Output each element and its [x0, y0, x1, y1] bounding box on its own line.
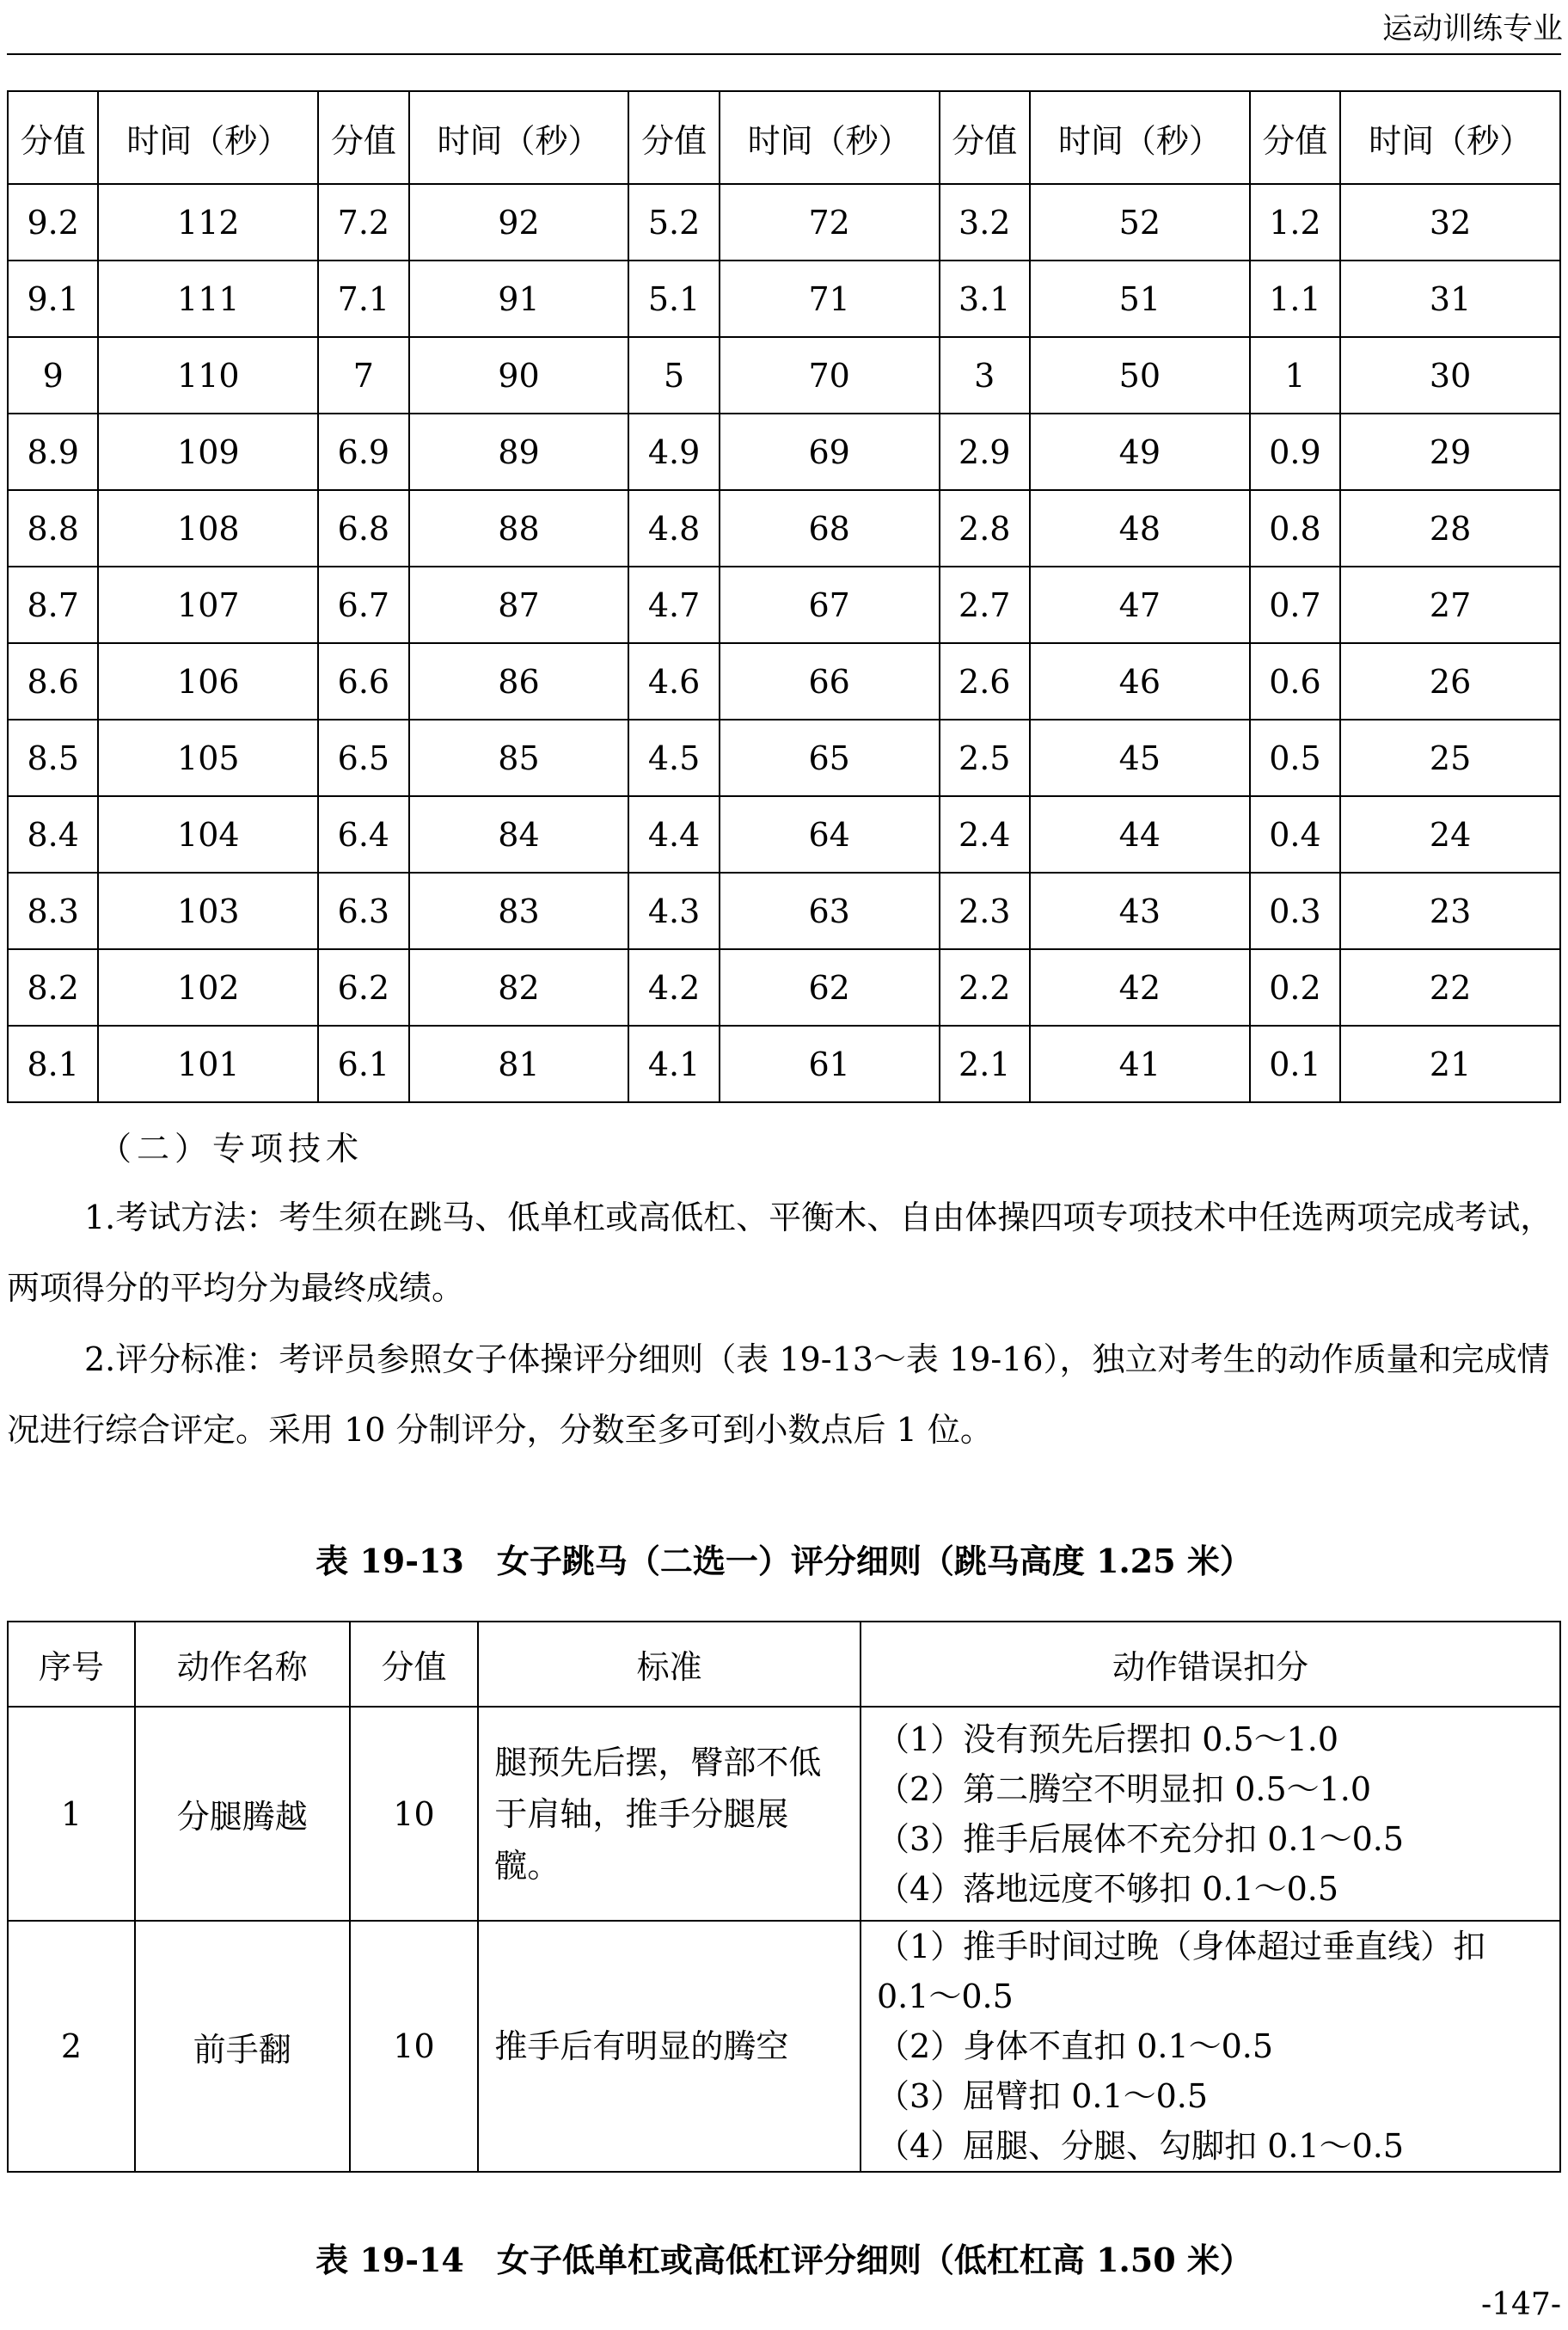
time-seconds-cell: 111 — [98, 261, 318, 337]
score-table — [7, 90, 1561, 1103]
time-seconds-cell: 103 — [98, 873, 318, 949]
score-value-cell: 4.2 — [628, 949, 719, 1026]
time-seconds-cell: 92 — [409, 184, 629, 261]
time-seconds-cell: 84 — [409, 796, 629, 873]
time-seconds-cell: 110 — [98, 337, 318, 414]
score-value-cell: 0.7 — [1250, 567, 1340, 643]
header-cell: 时间（秒） — [98, 91, 318, 184]
time-seconds-cell: 29 — [1340, 414, 1560, 490]
time-seconds-cell: 48 — [1030, 490, 1250, 567]
time-seconds-cell: 25 — [1340, 720, 1560, 796]
score-value-cell: 2.1 — [940, 1026, 1030, 1102]
score-value-cell: 2.8 — [940, 490, 1030, 567]
time-seconds-cell: 65 — [720, 720, 940, 796]
time-seconds-cell: 27 — [1340, 567, 1560, 643]
score-value-cell: 6.4 — [318, 796, 408, 873]
score-value-cell: 9.2 — [8, 184, 98, 261]
time-seconds-cell: 108 — [98, 490, 318, 567]
score-value-cell: 2.7 — [940, 567, 1030, 643]
page-number: -147- — [1480, 2287, 1561, 2322]
score-value-cell: 8.7 — [8, 567, 98, 643]
score-value-cell: 6.6 — [318, 643, 408, 720]
vault-table-header-row — [8, 1622, 1560, 1707]
score-value-cell: 6.1 — [318, 1026, 408, 1102]
score-value-cell: 8.2 — [8, 949, 98, 1026]
time-seconds-cell: 90 — [409, 337, 629, 414]
score-value-cell: 7.1 — [318, 261, 408, 337]
table-row — [8, 1921, 1560, 2172]
exam-method-paragraph: 1.考试方法：考生须在跳马、低单杠或高低杠、平衡木、自由体操四项专项技术中任选两项完成考试，两项得分的平均分为最终成绩。 — [7, 1199, 1553, 1307]
deduction-item: （3）推手后展体不充分扣 0.1～0.5 — [876, 1819, 1405, 1858]
time-seconds-cell: 46 — [1030, 643, 1250, 720]
time-seconds-cell: 101 — [98, 1026, 318, 1102]
time-seconds-cell: 50 — [1030, 337, 1250, 414]
time-seconds-cell: 63 — [720, 873, 940, 949]
score-value-cell: 0.1 — [1250, 1026, 1340, 1102]
table-row — [8, 720, 1560, 796]
time-seconds-cell: 42 — [1030, 949, 1250, 1026]
table-row — [8, 567, 1560, 643]
score-value-cell: 2.5 — [940, 720, 1030, 796]
score-value-cell: 2.6 — [940, 643, 1030, 720]
score-value-cell: 0.8 — [1250, 490, 1340, 567]
time-seconds-cell: 21 — [1340, 1026, 1560, 1102]
header-cell: 分值 — [628, 91, 719, 184]
score-value-cell: 6.7 — [318, 567, 408, 643]
score-value-cell: 0.6 — [1250, 643, 1340, 720]
move-score: 10 — [350, 1921, 479, 2172]
table-row — [8, 873, 1560, 949]
score-value-cell: 2.4 — [940, 796, 1030, 873]
time-seconds-cell: 41 — [1030, 1026, 1250, 1102]
score-value-cell: 8.6 — [8, 643, 98, 720]
table-row — [8, 796, 1560, 873]
time-seconds-cell: 61 — [720, 1026, 940, 1102]
time-seconds-cell: 26 — [1340, 643, 1560, 720]
score-value-cell: 8.1 — [8, 1026, 98, 1102]
uneven-bars-table-title: 表 19-14 女子低单杠或高低杠评分细则（低杠杠高 1.50 米） — [315, 2241, 1253, 2279]
time-seconds-cell: 106 — [98, 643, 318, 720]
score-value-cell: 2.2 — [940, 949, 1030, 1026]
header-cell: 动作名称 — [135, 1622, 350, 1707]
deduction-item: （2）第二腾空不明显扣 0.5～1.0 — [876, 1769, 1372, 1808]
deduction-item: （1）没有预先后摆扣 0.5～1.0 — [876, 1720, 1339, 1758]
table-row — [8, 1026, 1560, 1102]
move-name: 分腿腾越 — [135, 1707, 350, 1921]
score-value-cell: 2.9 — [940, 414, 1030, 490]
time-seconds-cell: 102 — [98, 949, 318, 1026]
move-standard: 推手后有明显的腾空 — [478, 1921, 861, 2172]
score-value-cell: 0.4 — [1250, 796, 1340, 873]
score-table-header-row — [8, 91, 1560, 184]
header-cell: 分值 — [350, 1622, 479, 1707]
deduction-item: （1）推手时间过晚（身体超过垂直线）扣 0.1～0.5 — [876, 1928, 1486, 2015]
score-value-cell: 0.2 — [1250, 949, 1340, 1026]
score-value-cell: 6.8 — [318, 490, 408, 567]
time-seconds-cell: 45 — [1030, 720, 1250, 796]
vault-table-title: 表 19-13 女子跳马（二选一）评分细则（跳马高度 1.25 米） — [315, 1542, 1253, 1580]
table-row — [8, 414, 1560, 490]
header-cell: 动作错误扣分 — [861, 1622, 1560, 1707]
deduction-item: （3）屈臂扣 0.1～0.5 — [876, 2077, 1209, 2115]
table-row — [8, 337, 1560, 414]
header-cell: 序号 — [8, 1622, 135, 1707]
move-deductions — [861, 1921, 1560, 2172]
score-value-cell: 9 — [8, 337, 98, 414]
header-cell: 时间（秒） — [409, 91, 629, 184]
row-number: 2 — [8, 1921, 135, 2172]
header-cell: 分值 — [940, 91, 1030, 184]
header-cell: 分值 — [318, 91, 408, 184]
score-value-cell: 4.3 — [628, 873, 719, 949]
score-value-cell: 4.9 — [628, 414, 719, 490]
table-row — [8, 1707, 1560, 1921]
move-standard: 腿预先后摆，臀部不低于肩轴，推手分腿展髋。 — [478, 1707, 861, 1921]
time-seconds-cell: 85 — [409, 720, 629, 796]
time-seconds-cell: 86 — [409, 643, 629, 720]
score-value-cell: 1 — [1250, 337, 1340, 414]
score-value-cell: 5 — [628, 337, 719, 414]
score-value-cell: 5.2 — [628, 184, 719, 261]
time-seconds-cell: 62 — [720, 949, 940, 1026]
table-row — [8, 490, 1560, 567]
scoring-standard-paragraph: 2.评分标准：考评员参照女子体操评分细则（表 19-13～表 19-16），独立对考生的动作质量和完成情况进行综合评定。采用 10 分制评分，分数至多可到小数点后 1 位。 — [7, 1340, 1550, 1449]
score-value-cell: 6.9 — [318, 414, 408, 490]
score-value-cell: 0.5 — [1250, 720, 1340, 796]
deduction-item: （2）身体不直扣 0.1～0.5 — [876, 2027, 1274, 2065]
score-value-cell: 3.1 — [940, 261, 1030, 337]
header-cell: 时间（秒） — [1340, 91, 1560, 184]
time-seconds-cell: 83 — [409, 873, 629, 949]
score-value-cell: 0.9 — [1250, 414, 1340, 490]
deduction-item: （4）屈腿、分腿、勾脚扣 0.1～0.5 — [876, 2127, 1405, 2165]
time-seconds-cell: 70 — [720, 337, 940, 414]
header-divider — [7, 53, 1561, 55]
score-value-cell: 8.5 — [8, 720, 98, 796]
score-value-cell: 8.9 — [8, 414, 98, 490]
time-seconds-cell: 88 — [409, 490, 629, 567]
score-value-cell: 6.3 — [318, 873, 408, 949]
score-value-cell: 0.3 — [1250, 873, 1340, 949]
score-value-cell: 6.5 — [318, 720, 408, 796]
time-seconds-cell: 91 — [409, 261, 629, 337]
time-seconds-cell: 104 — [98, 796, 318, 873]
time-seconds-cell: 105 — [98, 720, 318, 796]
score-value-cell: 4.1 — [628, 1026, 719, 1102]
score-value-cell: 3 — [940, 337, 1030, 414]
time-seconds-cell: 30 — [1340, 337, 1560, 414]
score-value-cell: 8.3 — [8, 873, 98, 949]
time-seconds-cell: 81 — [409, 1026, 629, 1102]
score-value-cell: 9.1 — [8, 261, 98, 337]
score-value-cell: 5.1 — [628, 261, 719, 337]
time-seconds-cell: 47 — [1030, 567, 1250, 643]
time-seconds-cell: 68 — [720, 490, 940, 567]
time-seconds-cell: 44 — [1030, 796, 1250, 873]
header-cell: 分值 — [1250, 91, 1340, 184]
score-table-body — [8, 184, 1560, 1102]
time-seconds-cell: 43 — [1030, 873, 1250, 949]
time-seconds-cell: 23 — [1340, 873, 1560, 949]
time-seconds-cell: 71 — [720, 261, 940, 337]
deduction-item: （4）落地远度不够扣 0.1～0.5 — [876, 1869, 1339, 1908]
score-value-cell: 2.3 — [940, 873, 1030, 949]
header-subject: 运动训练专业 — [1381, 12, 1563, 46]
score-value-cell: 4.8 — [628, 490, 719, 567]
time-seconds-cell: 67 — [720, 567, 940, 643]
time-seconds-cell: 66 — [720, 643, 940, 720]
time-seconds-cell: 107 — [98, 567, 318, 643]
time-seconds-cell: 112 — [98, 184, 318, 261]
row-number: 1 — [8, 1707, 135, 1921]
time-seconds-cell: 31 — [1340, 261, 1560, 337]
time-seconds-cell: 24 — [1340, 796, 1560, 873]
header-cell: 分值 — [8, 91, 98, 184]
score-value-cell: 7.2 — [318, 184, 408, 261]
header-cell: 时间（秒） — [720, 91, 940, 184]
time-seconds-cell: 82 — [409, 949, 629, 1026]
time-seconds-cell: 28 — [1340, 490, 1560, 567]
move-name: 前手翻 — [135, 1921, 350, 2172]
time-seconds-cell: 32 — [1340, 184, 1560, 261]
score-value-cell: 8.4 — [8, 796, 98, 873]
score-value-cell: 8.8 — [8, 490, 98, 567]
table-row — [8, 184, 1560, 261]
section-heading: （二）专项技术 — [99, 1130, 364, 1168]
time-seconds-cell: 22 — [1340, 949, 1560, 1026]
time-seconds-cell: 89 — [409, 414, 629, 490]
score-value-cell: 1.1 — [1250, 261, 1340, 337]
vault-table — [7, 1621, 1561, 2173]
time-seconds-cell: 51 — [1030, 261, 1250, 337]
score-value-cell: 7 — [318, 337, 408, 414]
move-deductions — [861, 1707, 1560, 1921]
header-cell: 时间（秒） — [1030, 91, 1250, 184]
time-seconds-cell: 64 — [720, 796, 940, 873]
score-value-cell: 4.7 — [628, 567, 719, 643]
table-row — [8, 949, 1560, 1026]
move-score: 10 — [350, 1707, 479, 1921]
header-cell: 标准 — [478, 1622, 861, 1707]
time-seconds-cell: 49 — [1030, 414, 1250, 490]
score-value-cell: 4.4 — [628, 796, 719, 873]
time-seconds-cell: 69 — [720, 414, 940, 490]
score-value-cell: 4.6 — [628, 643, 719, 720]
time-seconds-cell: 52 — [1030, 184, 1250, 261]
time-seconds-cell: 72 — [720, 184, 940, 261]
time-seconds-cell: 109 — [98, 414, 318, 490]
table-row — [8, 261, 1560, 337]
score-value-cell: 4.5 — [628, 720, 719, 796]
score-value-cell: 1.2 — [1250, 184, 1340, 261]
table-row — [8, 643, 1560, 720]
score-value-cell: 6.2 — [318, 949, 408, 1026]
time-seconds-cell: 87 — [409, 567, 629, 643]
score-value-cell: 3.2 — [940, 184, 1030, 261]
